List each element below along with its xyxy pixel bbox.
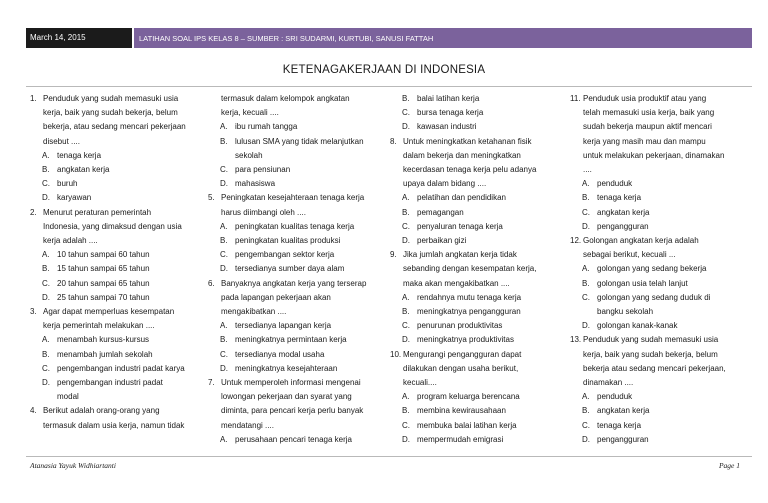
option-text: kawasan industri	[417, 122, 477, 132]
question-text: kerja, kecuali ....	[221, 108, 279, 118]
header-subtitle: LATIHAN SOAL IPS KELAS 8 – SUMBER : SRI SUDARMI, KURTUBI, SANUSI FATTAH	[134, 28, 752, 48]
question-text: dilakukan dengan usaha berikut,	[403, 363, 519, 373]
option-text: ibu rumah tangga	[235, 122, 298, 132]
question-text: bekerja atau sedang mencari pekerjaan,	[583, 363, 726, 373]
option-letter: B.	[402, 94, 410, 103]
option-text: angkatan kerja	[57, 165, 110, 174]
option-letter: D.	[402, 236, 410, 245]
option-text: program keluarga berencana	[417, 392, 520, 402]
question-text: untuk melakukan pekerjaan, dinamakan	[583, 150, 725, 160]
header-date: March 14, 2015	[26, 28, 132, 48]
option-text: perbaikan gizi	[417, 236, 467, 245]
question-text: disebut ....	[43, 136, 80, 146]
question-text: Golongan angkatan kerja adalah	[583, 236, 699, 245]
question-text: maka akan mengakibatkan ....	[403, 278, 510, 288]
option-text: 20 tahun sampai 65 tahun	[57, 278, 150, 288]
question-text: Penduduk usia produktif atau yang	[583, 94, 707, 103]
question-text: Mengurangi pengangguran dapat	[403, 349, 522, 359]
option-text: buruh	[57, 179, 78, 189]
question-text: lowongan pekerjaan dan syarat yang	[221, 392, 352, 402]
option-letter: A.	[42, 150, 50, 160]
option-letter: A.	[402, 392, 410, 402]
question-text: sudah bekerja maupun aktif mencari	[583, 122, 712, 132]
question-number: 13.	[570, 335, 582, 345]
option-text: menambah jumlah sekolah	[57, 349, 153, 359]
option-letter: D.	[42, 292, 50, 302]
option-text: menambah kursus-kursus	[57, 335, 150, 345]
question-text: kerja pemerintah melakukan ....	[43, 321, 155, 331]
option-text: golongan yang sedang bekerja	[597, 264, 707, 274]
question-text: sebanding dengan kesempatan kerja,	[403, 264, 537, 274]
option-text: pengembangan industri padat	[57, 378, 163, 387]
option-text: pengangguran	[597, 221, 649, 231]
question-text: sebagai berikut, kecuali ...	[583, 250, 676, 260]
option-text: balai latihan kerja	[417, 94, 480, 103]
option-text: mahasiswa	[235, 179, 276, 189]
option-text: penyaluran tenaga kerja	[417, 221, 503, 231]
option-text: meningkatnya permintaan kerja	[235, 335, 347, 345]
question-text: mendatangi ....	[221, 420, 274, 430]
option-text: membuka balai latihan kerja	[417, 420, 517, 430]
option-letter: A.	[582, 392, 590, 402]
question-text: kerja, baik yang sudah bekerja, belum	[583, 349, 718, 359]
option-letter: D.	[220, 363, 228, 373]
question-number: 7.	[208, 378, 215, 387]
option-letter: A.	[402, 193, 410, 203]
option-letter: C.	[582, 292, 590, 302]
option-text: modal	[57, 392, 79, 402]
question-text: bekerja, atau sedang mencari pekerjaan	[43, 122, 186, 132]
option-letter: A.	[402, 292, 410, 302]
question-text: kecuali....	[403, 378, 437, 387]
option-text: pengembangan sektor kerja	[235, 250, 335, 260]
question-text: kerja yang masih mau dan mampu	[583, 136, 706, 146]
option-letter: C.	[402, 420, 410, 430]
option-text: para pensiunan	[235, 165, 291, 174]
option-letter: B.	[402, 307, 410, 316]
option-letter: D.	[402, 122, 410, 132]
option-letter: C.	[220, 165, 228, 174]
option-letter: C.	[402, 108, 410, 118]
question-text: pada lapangan pekerjaan akan	[221, 292, 331, 302]
question-text: kerja, baik yang sudah bekerja, belum	[43, 108, 178, 118]
option-letter: B.	[220, 335, 228, 345]
option-text: meningkatnya produktivitas	[417, 335, 514, 345]
option-letter: B.	[402, 406, 410, 416]
option-text: pelatihan dan pendidikan	[417, 193, 506, 203]
option-letter: A.	[220, 122, 228, 132]
option-letter: B.	[402, 207, 410, 217]
question-text: kecerdasan tenaga kerja pelu adanya	[403, 165, 537, 174]
question-text: mengakibatkan ....	[221, 307, 287, 316]
option-letter: D.	[582, 321, 590, 331]
option-letter: A.	[42, 335, 50, 345]
question-number: 2.	[30, 207, 37, 217]
question-text: termasuk dalam usia kerja, namun tidak	[43, 420, 185, 430]
option-letter: D.	[402, 434, 410, 444]
question-text: Indonesia, yang dimaksud dengan usia	[43, 221, 182, 231]
option-letter: B.	[42, 264, 50, 274]
question-text: Penduduk yang sudah memasuki usia	[583, 335, 719, 345]
option-letter: C.	[582, 420, 590, 430]
option-letter: C.	[402, 221, 410, 231]
question-number: 8.	[390, 136, 397, 146]
page-title: KETENAGAKERJAAN DI INDONESIA	[282, 64, 486, 76]
question-number: 11.	[570, 94, 581, 103]
option-text: tersedianya sumber daya alam	[235, 264, 345, 274]
option-letter: C.	[220, 250, 228, 260]
option-letter: D.	[42, 378, 50, 387]
option-text: tenaga kerja	[597, 193, 642, 203]
option-text: golongan kanak-kanak	[597, 321, 678, 331]
option-text: pengembangan industri padat karya	[57, 363, 185, 373]
option-text: 10 tahun sampai 60 tahun	[57, 250, 150, 260]
option-text: 15 tahun sampai 65 tahun	[57, 264, 150, 274]
option-letter: C.	[42, 179, 50, 189]
question-text: kerja adalah ....	[43, 236, 98, 245]
option-text: tenaga kerja	[597, 420, 642, 430]
option-letter: C.	[42, 278, 50, 288]
option-text: rendahnya mutu tenaga kerja	[417, 292, 522, 302]
footer-page-number: Page 1	[718, 461, 740, 470]
option-text: perusahaan pencari tenaga kerja	[235, 434, 352, 444]
option-letter: D.	[402, 335, 410, 345]
option-letter: D.	[220, 264, 228, 274]
question-text: harus diimbangi oleh ....	[221, 207, 306, 217]
option-letter: B.	[582, 278, 590, 288]
option-letter: B.	[42, 165, 50, 174]
question-text: ....	[583, 165, 592, 174]
option-text: bangku sekolah	[597, 307, 654, 316]
option-letter: B.	[582, 406, 590, 416]
option-letter: A.	[220, 434, 228, 444]
question-text: Untuk meningkatkan ketahanan fisik	[403, 136, 532, 146]
option-text: meningkatnya pengangguran	[417, 307, 521, 316]
option-letter: C.	[402, 321, 410, 331]
option-text: penduduk	[597, 179, 633, 189]
question-number: 12.	[570, 236, 582, 245]
option-letter: B.	[582, 193, 590, 203]
question-text: Peningkatan kesejahteraan tenaga kerja	[221, 193, 365, 203]
question-text: upaya dalam bidang ....	[403, 179, 487, 189]
option-text: penurunan produktivitas	[417, 321, 503, 331]
question-number: 5.	[208, 193, 215, 203]
option-text: angkatan kerja	[597, 207, 650, 217]
option-letter: C.	[42, 363, 50, 373]
option-text: 25 tahun sampai 70 tahun	[57, 292, 150, 302]
question-text: Agar dapat memperluas kesempatan	[43, 307, 175, 316]
option-text: golongan usia telah lanjut	[597, 278, 688, 288]
option-text: bursa tenaga kerja	[417, 108, 484, 118]
option-letter: B.	[42, 349, 50, 359]
question-text: Banyaknya angkatan kerja yang terserap	[221, 278, 367, 288]
question-text: telah memasuki usia kerja, baik yang	[583, 108, 715, 118]
footer-divider	[26, 456, 752, 457]
option-letter: D.	[582, 221, 590, 231]
option-text: tersedianya lapangan kerja	[235, 321, 332, 331]
question-text: Berikut adalah orang-orang yang	[43, 406, 160, 416]
option-letter: A.	[42, 250, 50, 260]
question-number: 10.	[390, 349, 402, 359]
question-number: 3.	[30, 307, 37, 316]
option-letter: A.	[582, 179, 590, 189]
option-letter: A.	[582, 264, 590, 274]
question-text: termasuk dalam kelompok angkatan	[221, 94, 350, 103]
option-text: pengangguran	[597, 434, 649, 444]
question-text: Menurut peraturan pemerintah	[43, 207, 152, 217]
option-text: pemagangan	[417, 207, 464, 217]
option-letter: B.	[220, 236, 228, 245]
option-letter: C.	[582, 207, 590, 217]
footer-author: Atanasia Yayuk Widhiartanti	[30, 461, 116, 470]
question-number: 6.	[208, 278, 215, 288]
question-text: Jika jumlah angkatan kerja tidak	[403, 250, 517, 260]
question-text: dalam bekerja dan meningkatkan	[403, 150, 521, 160]
question-text: Penduduk yang sudah memasuki usia	[43, 94, 179, 103]
option-text: golongan yang sedang duduk di	[597, 292, 711, 302]
option-text: membina kewirausahaan	[417, 406, 506, 416]
question-number: 4.	[30, 406, 37, 416]
option-text: peningkatan kualitas produksi	[235, 236, 341, 245]
option-letter: D.	[42, 193, 50, 203]
question-text: diminta, para pencari kerja perlu banyak	[221, 406, 364, 416]
option-text: lulusan SMA yang tidak melanjutkan	[235, 136, 364, 146]
option-text: mempermudah emigrasi	[417, 434, 504, 444]
option-letter: D.	[220, 179, 228, 189]
option-letter: A.	[220, 221, 228, 231]
question-text: Untuk memperoleh informasi mengenai	[221, 378, 361, 387]
option-text: meningkatnya kesejahteraan	[235, 363, 338, 373]
option-letter: D.	[582, 434, 590, 444]
option-text: angkatan kerja	[597, 406, 650, 416]
question-text: dinamakan ....	[583, 378, 634, 387]
question-number: 9.	[390, 250, 397, 260]
option-letter: A.	[220, 321, 228, 331]
option-text: penduduk	[597, 392, 633, 402]
title-divider	[26, 86, 752, 87]
option-text: tersedianya modal usaha	[235, 349, 325, 359]
option-text: tenaga kerja	[57, 150, 102, 160]
question-number: 1.	[30, 94, 37, 103]
option-text: karyawan	[57, 193, 92, 203]
option-letter: C.	[220, 349, 228, 359]
option-text: sekolah	[235, 150, 263, 160]
option-letter: B.	[220, 136, 228, 146]
option-text: peningkatan kualitas tenaga kerja	[235, 221, 355, 231]
